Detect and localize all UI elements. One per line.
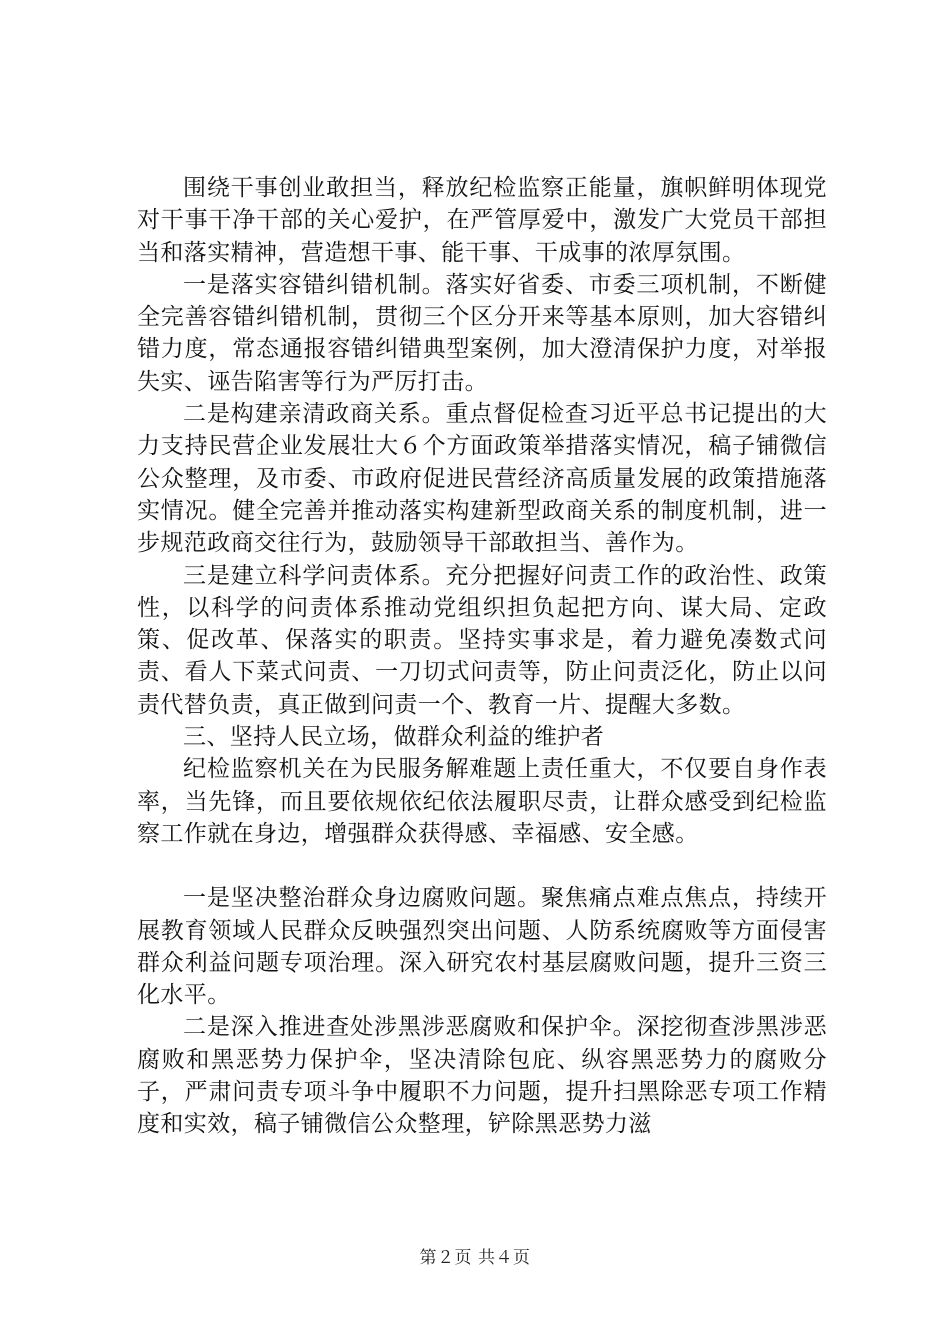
section-heading-three: 三、坚持人民立场，做群众利益的维护者 bbox=[183, 724, 605, 751]
paragraph-people-stance: 纪检监察机关在为民服务解难题上责任重大，不仅要自身作表率，当先锋，而且要依规依纪依法履职尽责，让群众感受到纪检监察工作就在身边，增强群众获得感、幸福感、安全感。 bbox=[137, 756, 827, 847]
paragraph-government-business: 二是构建亲清政商关系。重点督促检查习近平总书记提出的大力支持民营企业发展壮大６个方面政策举措落实情况，稿子铺微信公众整理，及市委、市政府促进民营经济高质量发展的政策措施落实情况。健全完善并推动落实构建新型政商关系的制度机制，进一步规范政商交往行为，鼓励领导干部敢担当、善作为。 bbox=[137, 401, 827, 557]
paragraph-accountability: 三是建立科学问责体系。充分把握好问责工作的政治性、政策性，以科学的问责体系推动党组织担负起把方向、谋大局、定政策、促改革、保落实的职责。坚持实事求是，着力避免凑数式问责、看人下菜式问责、一刀切式问责等，防止问责泛化，防止以问责代替负责，真正做到问责一个、教育一片、提醒大多数。 bbox=[137, 562, 827, 718]
paragraph-fault-tolerance: 一是落实容错纠错机制。落实好省委、市委三项机制，不断健全完善容错纠错机制，贯彻三个区分开来等基本原则，加大容错纠错力度，常态通报容错纠错典型案例，加大澄清保护力度，对举报失实、诬告陷害等行为严厉打击。 bbox=[137, 271, 827, 395]
paragraph-organized-crime: 二是深入推进查处涉黑涉恶腐败和保护伞。深挖彻查涉黑涉恶腐败和黑恶势力保护伞，坚决清除包庇、纵容黑恶势力的腐败分子，严肃问责专项斗争中履职不力问题，提升扫黑除恶专项工作精度和实效，稿子铺微信公众整理，铲除黑恶势力滋 bbox=[137, 1014, 827, 1138]
paragraph-intro: 围绕干事创业敢担当，释放纪检监察正能量，旗帜鲜明体现党对干事干净干部的关心爱护，在严管厚爱中，激发广大党员干部担当和落实精神，营造想干事、能干事、干成事的浓厚氛围。 bbox=[137, 175, 827, 266]
paragraph-corruption-rectification: 一是坚决整治群众身边腐败问题。聚焦痛点难点焦点，持续开展教育领域人民群众反映强烈突出问题、人防系统腐败等方面侵害群众利益问题专项治理。深入研究农村基层腐败问题，提升三资三化水平。 bbox=[137, 885, 827, 1009]
page-number-footer: 第２页 共４页 bbox=[419, 1248, 531, 1268]
document-body bbox=[137, 172, 827, 1141]
